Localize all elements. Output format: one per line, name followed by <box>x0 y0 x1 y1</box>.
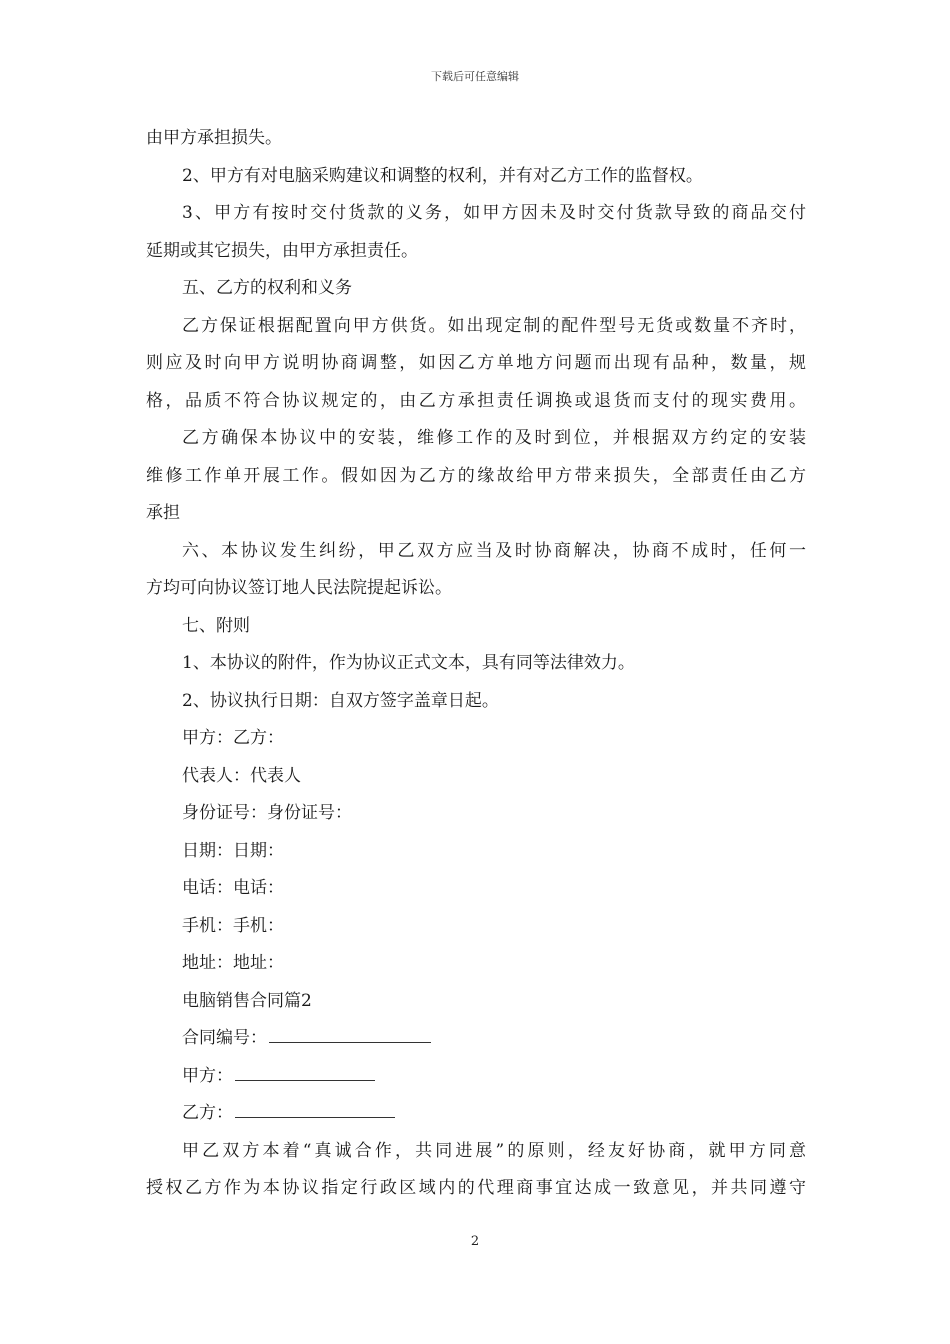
paragraph-line: 则应及时向甲方说明协商调整，如因乙方单地方问题而出现有品种，数量，规 <box>146 353 806 373</box>
paragraph-line: 由甲方承担损失。 <box>146 128 282 148</box>
paragraph-line: 格，品质不符合协议规定的，由乙方承担责任调换或退货而支付的现实费用。 <box>146 390 806 411</box>
section-heading: 七、附则 <box>182 615 250 636</box>
paragraph-line: 2、甲方有对电脑采购建议和调整的权利，并有对乙方工作的监督权。 <box>182 165 703 186</box>
contract-number-row <box>146 1020 806 1058</box>
signature-phone: 电话：电话： <box>182 878 284 898</box>
page-header: 下载后可任意编辑 <box>431 70 519 83</box>
paragraph-line: 2、协议执行日期：自双方签字盖章日起。 <box>182 690 499 711</box>
party-a-row <box>146 1058 806 1096</box>
paragraph-line: 授权乙方作为本协议指定行政区域内的代理商事宜达成一致意见，并共同遵守 <box>146 1178 806 1198</box>
party-b-row <box>146 1095 806 1133</box>
signature-mobile: 手机：手机： <box>182 915 284 936</box>
party-b-label: 乙方： <box>182 1103 233 1123</box>
paragraph-line: 承担 <box>146 503 180 523</box>
signature-address: 地址：地址： <box>182 953 284 973</box>
signature-id-number: 身份证号：身份证号： <box>182 803 352 823</box>
paragraph-line: 乙方确保本协议中的安装，维修工作的及时到位，并根据双方约定的安装 <box>182 428 806 448</box>
paragraph-line: 甲乙双方本着“真诚合作，共同进展”的原则，经友好协商，就甲方同意 <box>182 1140 806 1161</box>
signature-representative: 代表人：代表人 <box>182 765 301 786</box>
contract-number-label: 合同编号： <box>182 1028 267 1048</box>
paragraph-line: 延期或其它损失，由甲方承担责任。 <box>146 240 418 261</box>
signature-date: 日期：日期： <box>182 840 284 861</box>
paragraph-line: 六、本协议发生纠纷，甲乙双方应当及时协商解决，协商不成时，任何一 <box>182 540 806 561</box>
paragraph-line: 3、甲方有按时交付货款的义务，如甲方因未及时交付货款导致的商品交付 <box>182 203 806 223</box>
party-a-blank <box>235 1058 375 1081</box>
paragraph-line: 乙方保证根据配置向甲方供货。如出现定制的配件型号无货或数量不齐时， <box>182 315 806 336</box>
page-number: 2 <box>470 1234 480 1249</box>
party-a-label: 甲方： <box>182 1065 233 1086</box>
paragraph-line: 1、本协议的附件，作为协议正式文本，具有同等法律效力。 <box>182 653 635 673</box>
paragraph-line: 方均可向协议签订地人民法院提起诉讼。 <box>146 578 452 598</box>
signature-parties: 甲方：乙方： <box>182 728 284 748</box>
contract-title: 电脑销售合同篇2 <box>182 990 312 1011</box>
party-b-blank <box>235 1095 395 1118</box>
contract-number-blank <box>269 1020 431 1043</box>
paragraph-line: 维修工作单开展工作。假如因为乙方的缘故给甲方带来损失，全部责任由乙方 <box>146 465 806 486</box>
section-heading: 五、乙方的权利和义务 <box>182 278 352 298</box>
document-body <box>146 120 806 1208</box>
